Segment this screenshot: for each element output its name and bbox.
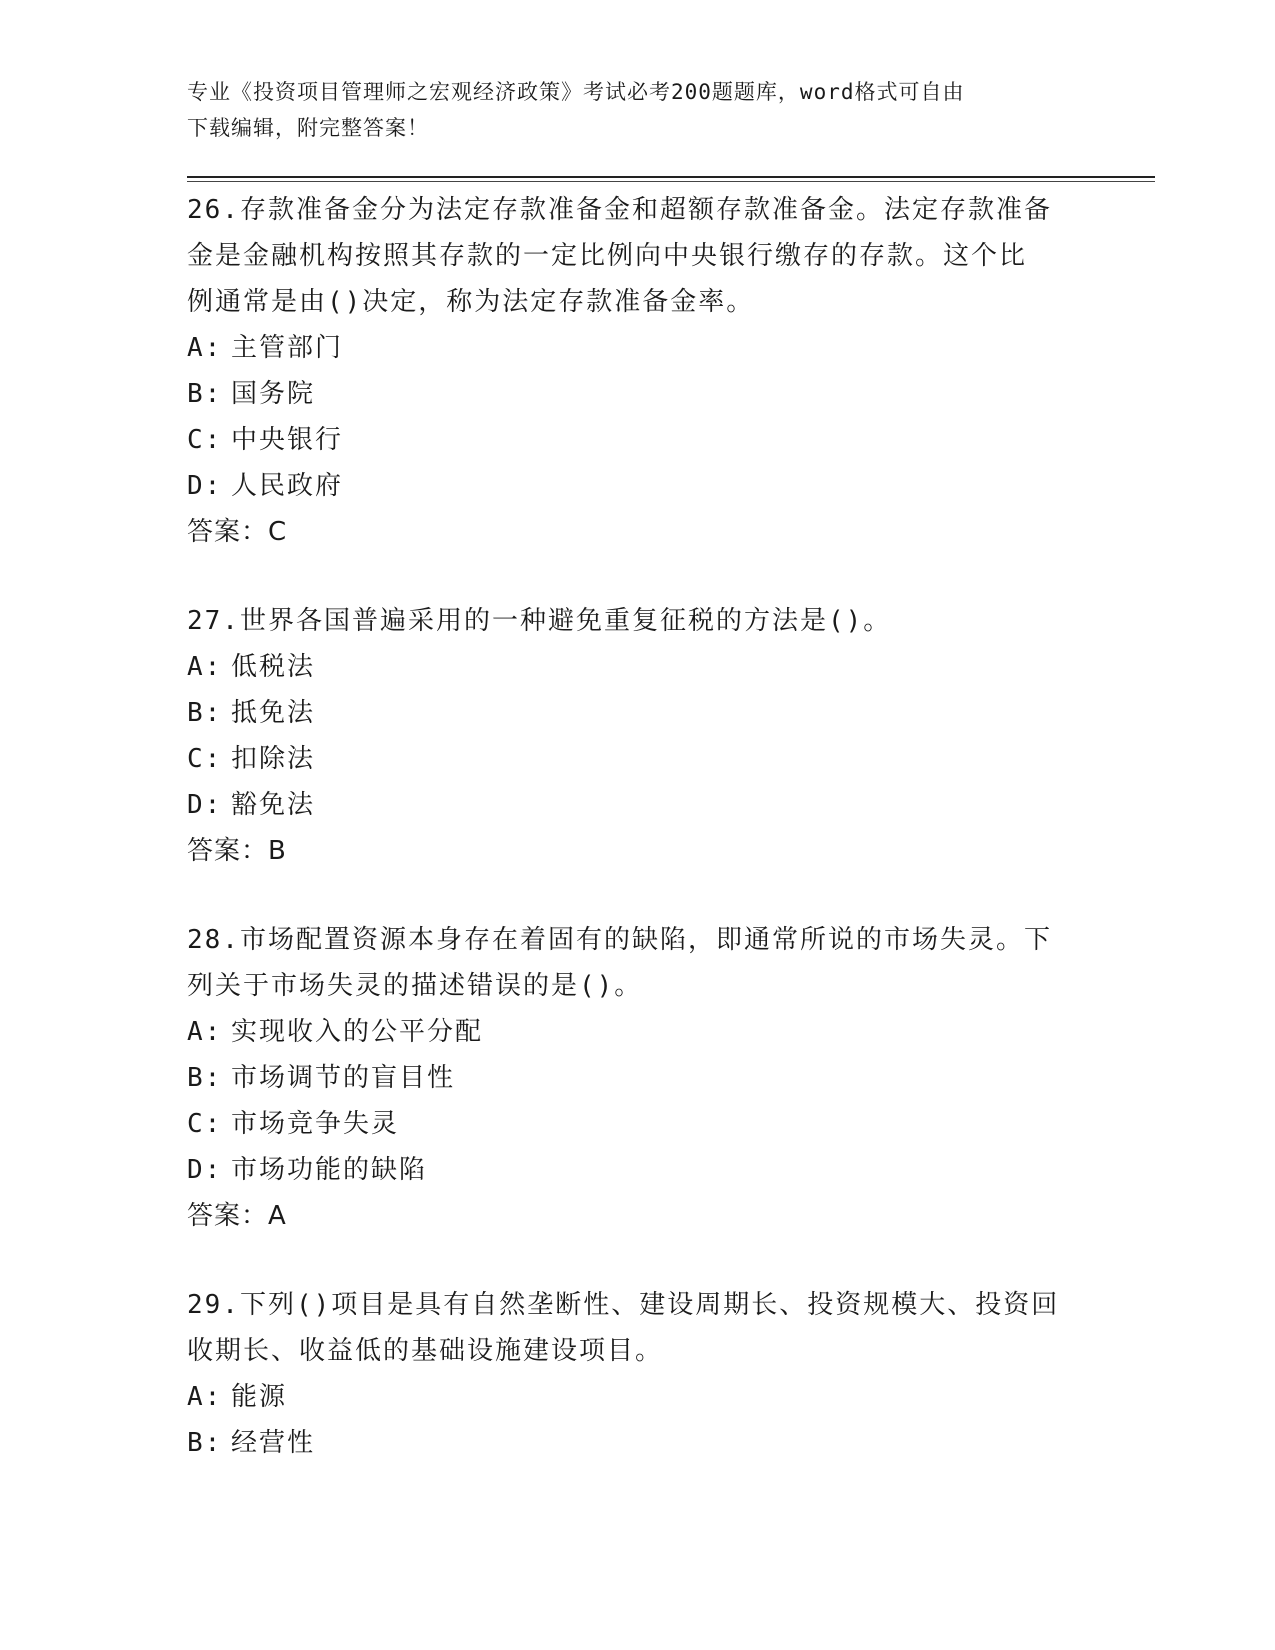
stem-line: 29.下列()项目是具有自然垄断性、建设周期长、投资规模大、投资回 bbox=[187, 1290, 1060, 1320]
stem-line: 列关于市场失灵的描述错误的是()。 bbox=[187, 971, 643, 1001]
stem-line: 金是金融机构按照其存款的一定比例向中央银行缴存的存款。这个比 bbox=[187, 241, 1028, 271]
option-letter: B: bbox=[187, 1428, 223, 1458]
header-line-2: 下载编辑，附完整答案！ bbox=[187, 116, 429, 140]
option-d bbox=[187, 463, 1087, 509]
option-text: 市场功能的缺陷 bbox=[231, 1155, 428, 1185]
option-text: 抵免法 bbox=[231, 698, 316, 728]
option-letter: B: bbox=[187, 698, 223, 728]
question-stem bbox=[187, 598, 1087, 644]
stem-line: 27.世界各国普遍采用的一种避免重复征税的方法是()。 bbox=[187, 606, 892, 636]
document-header bbox=[187, 74, 1067, 146]
question-list bbox=[187, 187, 1087, 1509]
option-text: 扣除法 bbox=[231, 744, 316, 774]
option-letter: A: bbox=[187, 1382, 223, 1412]
question-29 bbox=[187, 1282, 1087, 1466]
answer-line: 答案：C bbox=[187, 517, 288, 547]
option-text: 市场调节的盲目性 bbox=[231, 1063, 456, 1093]
option-c bbox=[187, 1101, 1087, 1147]
option-text: 人民政府 bbox=[231, 471, 344, 501]
question-stem bbox=[187, 187, 1087, 325]
option-letter: B: bbox=[187, 1063, 223, 1093]
option-c bbox=[187, 736, 1087, 782]
question-stem bbox=[187, 917, 1087, 1009]
option-letter: D: bbox=[187, 1155, 223, 1185]
option-b bbox=[187, 1420, 1087, 1466]
option-text: 中央银行 bbox=[231, 425, 344, 455]
header-line-1: 专业《投资项目管理师之宏观经济政策》考试必考200题题库，word格式可自由 bbox=[187, 80, 965, 104]
option-text: 国务院 bbox=[231, 379, 316, 409]
option-letter: C: bbox=[187, 425, 223, 455]
option-b bbox=[187, 1055, 1087, 1101]
option-b bbox=[187, 371, 1087, 417]
option-text: 实现收入的公平分配 bbox=[231, 1017, 484, 1047]
answer-line: 答案：A bbox=[187, 1201, 287, 1231]
header-divider-thin bbox=[187, 181, 1155, 182]
option-b bbox=[187, 690, 1087, 736]
option-text: 经营性 bbox=[231, 1428, 316, 1458]
option-text: 主管部门 bbox=[231, 333, 344, 363]
option-letter: B: bbox=[187, 379, 223, 409]
answer-line: 答案：B bbox=[187, 836, 287, 866]
option-d bbox=[187, 782, 1087, 828]
option-a bbox=[187, 1374, 1087, 1420]
option-a bbox=[187, 644, 1087, 690]
option-c bbox=[187, 417, 1087, 463]
option-a bbox=[187, 325, 1087, 371]
option-text: 能源 bbox=[231, 1382, 288, 1412]
option-a bbox=[187, 1009, 1087, 1055]
option-text: 低税法 bbox=[231, 652, 316, 682]
option-d bbox=[187, 1147, 1087, 1193]
header-divider-thick bbox=[187, 176, 1155, 178]
question-stem bbox=[187, 1282, 1087, 1374]
question-27 bbox=[187, 598, 1087, 874]
option-letter: D: bbox=[187, 471, 223, 501]
question-28 bbox=[187, 917, 1087, 1239]
option-letter: A: bbox=[187, 652, 223, 682]
option-letter: D: bbox=[187, 790, 223, 820]
option-letter: C: bbox=[187, 744, 223, 774]
option-letter: A: bbox=[187, 1017, 223, 1047]
option-letter: A: bbox=[187, 333, 223, 363]
option-text: 豁免法 bbox=[231, 790, 316, 820]
stem-line: 收期长、收益低的基础设施建设项目。 bbox=[187, 1336, 664, 1366]
stem-line: 28.市场配置资源本身存在着固有的缺陷，即通常所说的市场失灵。下 bbox=[187, 925, 1052, 955]
option-text: 市场竞争失灵 bbox=[231, 1109, 400, 1139]
stem-line: 26.存款准备金分为法定存款准备金和超额存款准备金。法定存款准备 bbox=[187, 195, 1052, 225]
option-letter: C: bbox=[187, 1109, 223, 1139]
question-26 bbox=[187, 187, 1087, 555]
stem-line: 例通常是由()决定，称为法定存款准备金率。 bbox=[187, 287, 755, 317]
